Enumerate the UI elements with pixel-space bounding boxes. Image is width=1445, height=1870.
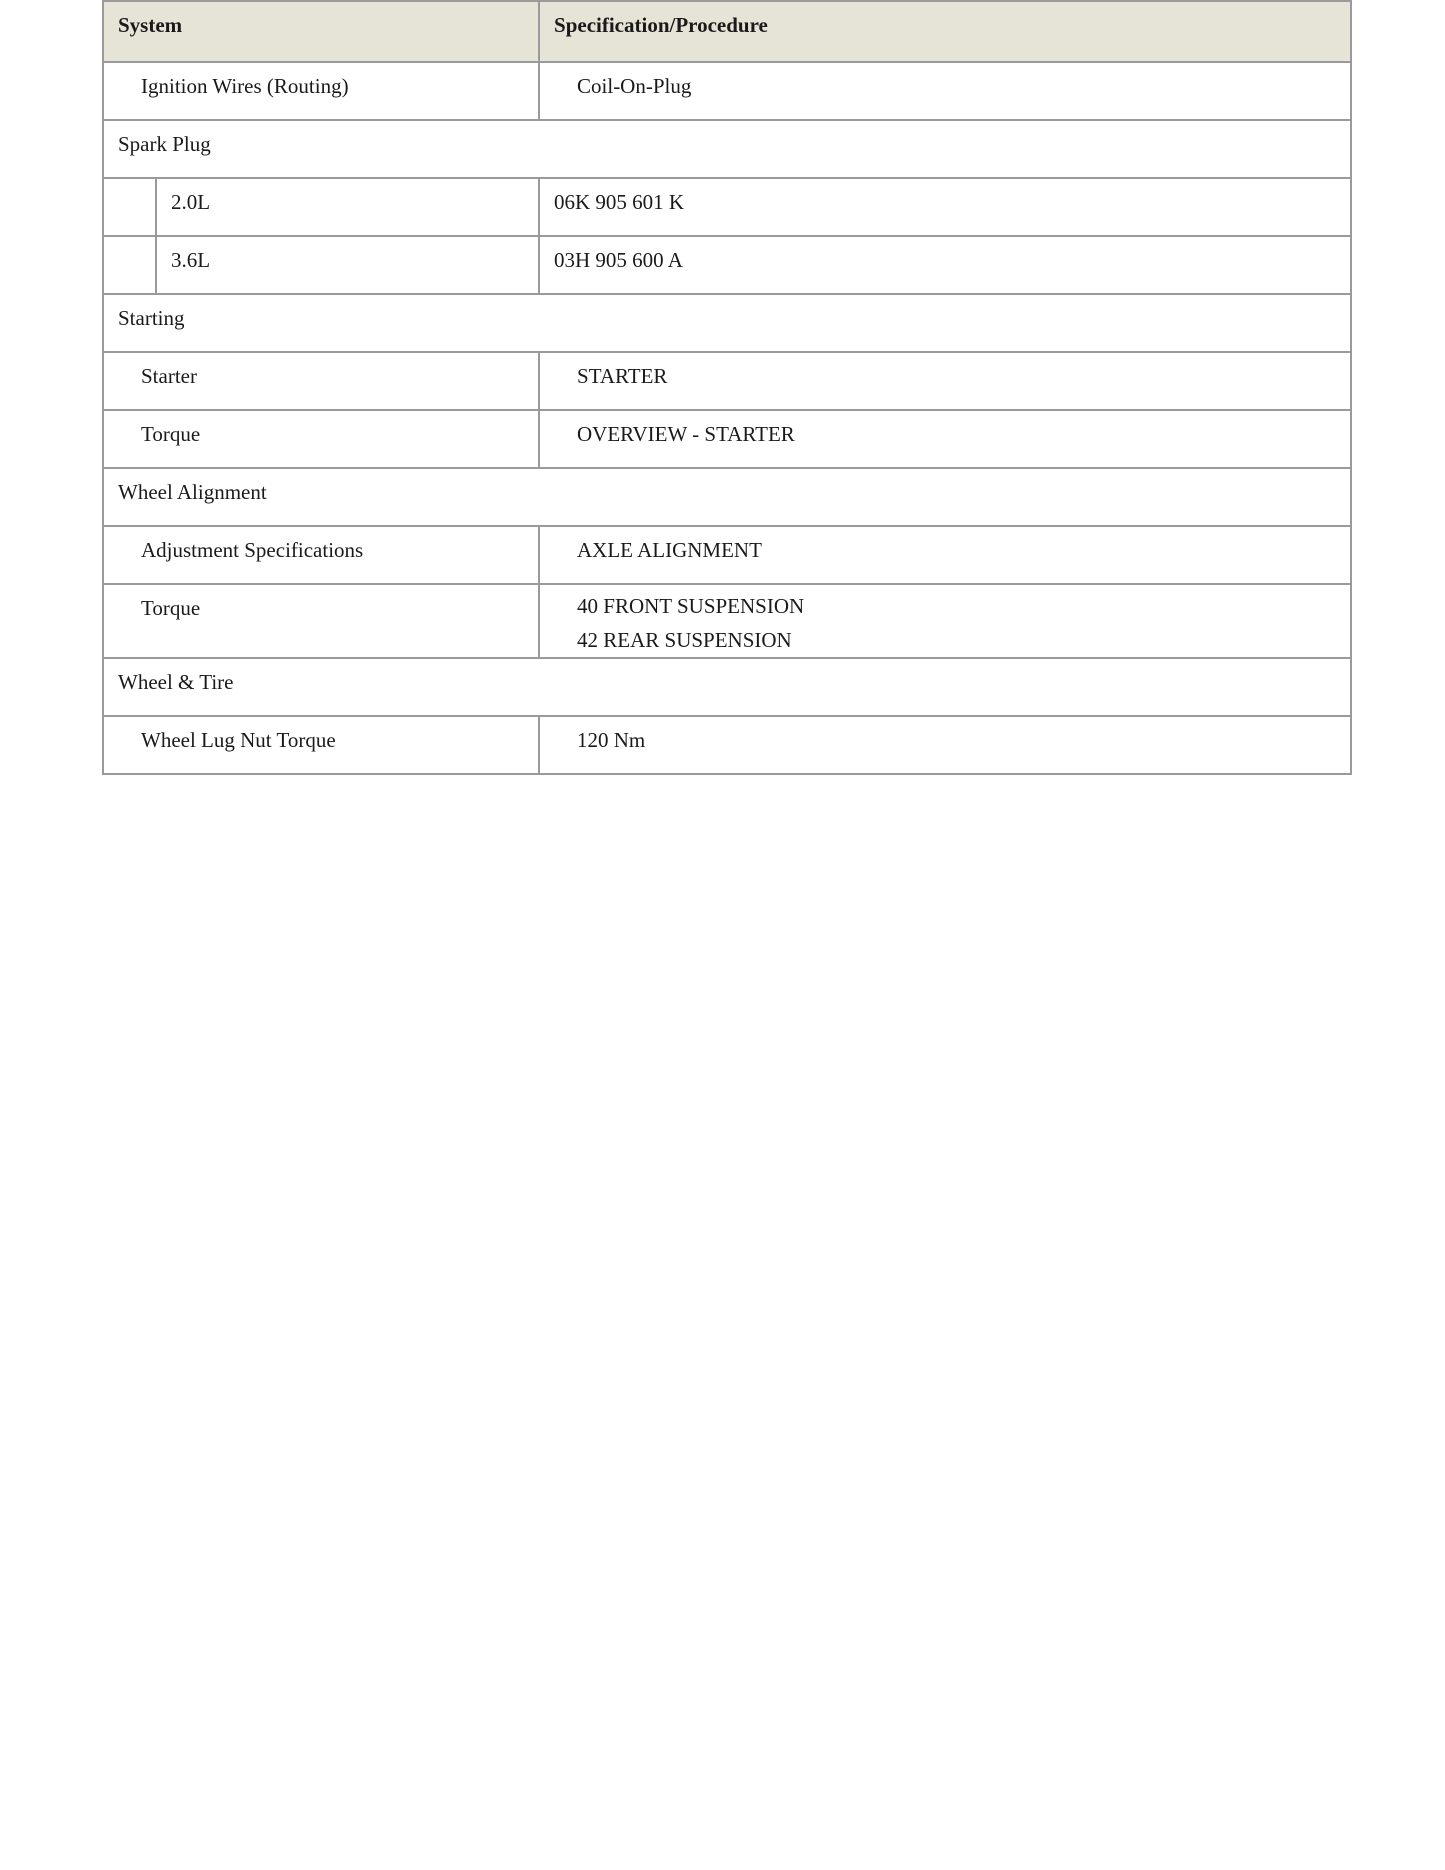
- row-label-starter: Starter: [103, 352, 539, 410]
- indent-cell: [103, 178, 156, 236]
- spec-line-front-suspension: 40 FRONT SUSPENSION: [577, 594, 805, 618]
- section-row: [103, 658, 1351, 716]
- indent-cell: [103, 236, 156, 294]
- section-wheel-alignment: Wheel Alignment: [103, 468, 1351, 526]
- table-row: [103, 352, 1351, 410]
- section-wheel-tire: Wheel & Tire: [103, 658, 1351, 716]
- table-row: [103, 526, 1351, 584]
- row-spec-spark-plug-3-6l: 03H 905 600 A: [539, 236, 1351, 294]
- header-system: System: [103, 1, 539, 62]
- section-row: [103, 468, 1351, 526]
- row-spec-adjustment-specifications: AXLE ALIGNMENT: [539, 526, 1351, 584]
- row-spec-alignment-torque: [539, 584, 1351, 658]
- table-row: [103, 716, 1351, 774]
- row-label-wheel-lug-nut-torque: Wheel Lug Nut Torque: [103, 716, 539, 774]
- section-row: [103, 294, 1351, 352]
- section-row: [103, 120, 1351, 178]
- table-row: [103, 584, 1351, 658]
- table-row: [103, 178, 1351, 236]
- section-starting: Starting: [103, 294, 1351, 352]
- row-label-alignment-torque: Torque: [103, 584, 539, 658]
- row-spec-ignition-wires: Coil-On-Plug: [539, 62, 1351, 120]
- row-spec-spark-plug-2-0l: 06K 905 601 K: [539, 178, 1351, 236]
- row-spec-starting-torque: OVERVIEW - STARTER: [539, 410, 1351, 468]
- row-spec-wheel-lug-nut-torque: 120 Nm: [539, 716, 1351, 774]
- row-label-spark-plug-3-6l: 3.6L: [156, 236, 539, 294]
- row-label-spark-plug-2-0l: 2.0L: [156, 178, 539, 236]
- row-label-ignition-wires: Ignition Wires (Routing): [103, 62, 539, 120]
- table-row: [103, 62, 1351, 120]
- table-header-row: [103, 1, 1351, 62]
- spec-line-rear-suspension: 42 REAR SUSPENSION: [577, 628, 792, 652]
- row-label-adjustment-specifications: Adjustment Specifications: [103, 526, 539, 584]
- row-label-starting-torque: Torque: [103, 410, 539, 468]
- table-row: [103, 236, 1351, 294]
- row-spec-starter: STARTER: [539, 352, 1351, 410]
- specification-table: [102, 0, 1352, 775]
- header-specification: Specification/Procedure: [539, 1, 1351, 62]
- section-spark-plug: Spark Plug: [103, 120, 1351, 178]
- table-row: [103, 410, 1351, 468]
